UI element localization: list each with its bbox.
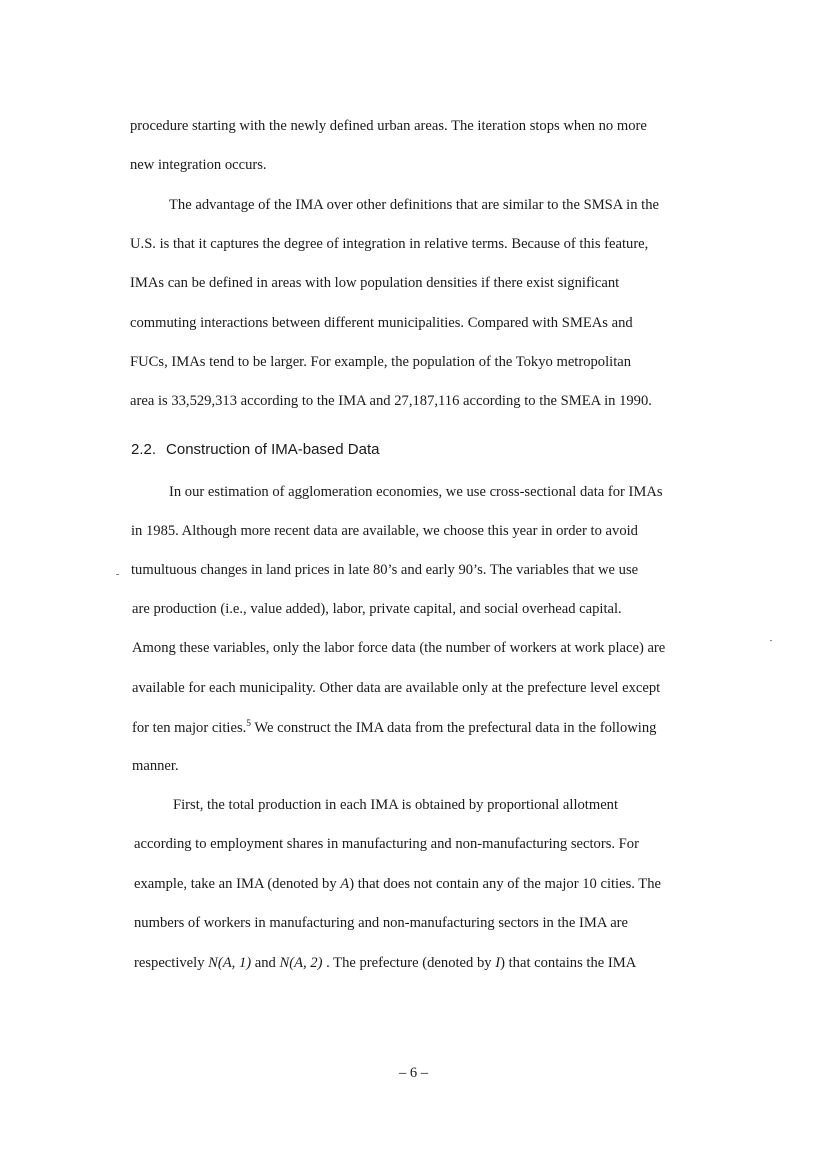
para3-line-7-end: We construct the IMA data from the prefectural data in the following xyxy=(251,720,657,736)
para2-line-1: The advantage of the IMA over other definitions that are similar to the SMSA in the xyxy=(169,197,659,213)
para4-line-5-text-b: and xyxy=(251,955,280,971)
section-heading xyxy=(131,441,379,458)
para3-line-6: available for each municipality. Other data are available only at the prefecture level except xyxy=(132,680,661,696)
para3-line-7 xyxy=(132,719,656,737)
page-number: – 6 – xyxy=(399,1065,428,1081)
math-n-a-2: N(A, 2) xyxy=(279,955,323,971)
para3-line-1: In our estimation of agglomeration economies, we use cross-sectional data for IMAs xyxy=(169,484,663,500)
para4-line-2: according to employment shares in manufacturing and non-manufacturing sectors. For xyxy=(134,836,639,852)
para2-line-2: U.S. is that it captures the degree of integration in relative terms. Because of this feature, xyxy=(130,236,649,252)
scan-speck xyxy=(770,640,772,641)
footnote-marker[interactable]: 5 xyxy=(246,719,252,729)
para1-line-2: new integration occurs. xyxy=(130,157,267,173)
para4-line-5 xyxy=(134,955,636,972)
para3-line-2: in 1985. Although more recent data are available, we choose this year in order to avoid xyxy=(131,523,638,539)
para2-line-5: FUCs, IMAs tend to be larger. For example, the population of the Tokyo metropolitan xyxy=(130,354,632,370)
variable-a: A xyxy=(340,876,350,892)
para3-line-5: Among these variables, only the labor force data (the number of workers at work place) are xyxy=(132,640,666,656)
variable-i: I xyxy=(495,955,501,971)
para2-line-6: area is 33,529,313 according to the IMA and 27,187,116 according to the SMEA in 1990. xyxy=(130,393,652,409)
math-n-a-1: N(A, 1) xyxy=(208,955,252,971)
para2-line-4: commuting interactions between different municipalities. Compared with SMEAs and xyxy=(130,315,633,331)
para4-line-5-text-a: respectively xyxy=(134,955,209,971)
para4-line-4: numbers of workers in manufacturing and non-manufacturing sectors in the IMA are xyxy=(134,915,629,931)
para4-line-5-text-d: ) that contains the IMA xyxy=(500,955,637,971)
para4-line-3 xyxy=(134,876,661,893)
para3-line-8: manner. xyxy=(132,758,179,774)
para4-line-3-text-a: example, take an IMA (denoted by xyxy=(134,876,341,892)
section-title: Construction of IMA-based Data xyxy=(166,441,380,458)
para4-line-3-text-b: ) that does not contain any of the major 10 cities. The xyxy=(349,876,661,892)
para2-line-3: IMAs can be defined in areas with low population densities if there exist significant xyxy=(130,275,620,291)
para4-line-5-text-c: . The prefecture (denoted by xyxy=(322,955,496,971)
para1-line-1: procedure starting with the newly defined urban areas. The iteration stops when no more xyxy=(130,118,647,134)
para3-line-4: are production (i.e., value added), labor, private capital, and social overhead capital. xyxy=(132,601,622,617)
para3-line-3: tumultuous changes in land prices in late 80’s and early 90’s. The variables that we use xyxy=(131,562,639,578)
section-number: 2.2. xyxy=(131,441,157,458)
para4-line-1: First, the total production in each IMA is obtained by proportional allotment xyxy=(173,797,619,813)
para3-line-7-start: for ten major cities. xyxy=(132,720,247,736)
scan-speck xyxy=(116,574,119,575)
